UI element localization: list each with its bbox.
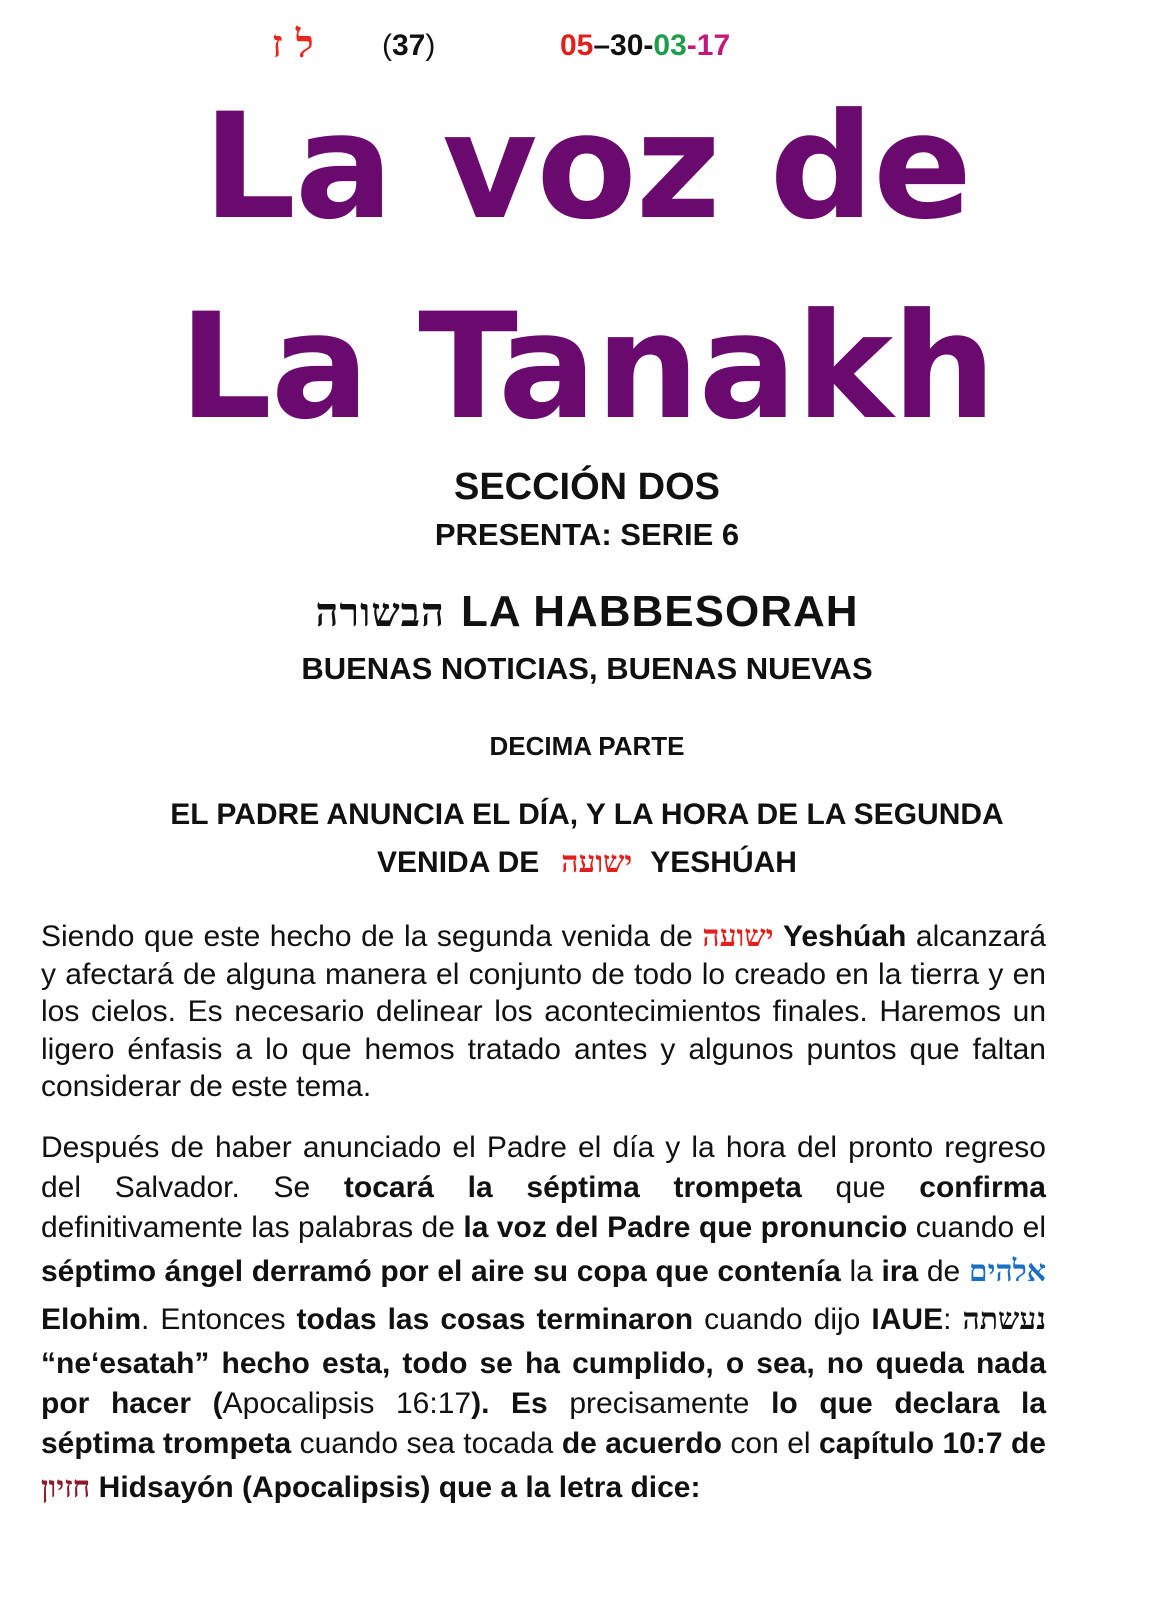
p2-s6: de [918,1255,969,1288]
part-heading: DECIMA PARTE [489,731,685,761]
series-heading: PRESENTA: SERIE 6 [434,517,740,552]
p2-b4: séptimo ángel derramó por el aire su copa que contenía [41,1255,841,1288]
p2-s7: . Entonces [141,1303,297,1336]
page-number [382,28,435,64]
p2-hebrew-elohim: אלהים [968,1254,1046,1289]
p2-s8: cuando dijo [693,1303,872,1336]
subtitle-line-1: EL PADRE ANUNCIA EL DÍA, Y LA HORA DE LA SEGUNDA [170,798,1004,831]
date [560,28,730,64]
section-heading: SECCIÓN DOS [453,466,721,508]
habbesorah-heading [0,586,1174,639]
p2-b14: Hidsayón (Apocalipsis) que a la letra dice: [90,1471,701,1504]
date-part-3: 03 [653,29,687,62]
paragraph-2 [41,1128,1046,1512]
title-line-1: La voz de [202,82,972,252]
p2-hebrew-hidsayon: חזיון [41,1470,91,1505]
date-part-4: -17 [686,29,731,62]
hebrew-page-number: ל ז [272,21,314,66]
subtitle-pre: VENIDA DE [377,846,540,879]
p2-b1: tocará la séptima trompeta [343,1171,802,1204]
p1-text-c: alcanzará y afectará de alguna manera el conjunto de todo lo creado en la tierra y en los cielos. Es necesario delinear los acontecimientos finales. Haremos un ligero énfasis a lo que hemos tratado antes y algunos puntos que faltan considerar de este tema. [41,920,1046,1103]
p2-b6: Elohim [41,1303,142,1336]
p2-s13: con el [721,1427,820,1460]
p2-b7: todas las cosas terminaron [296,1303,694,1336]
paragraph-1 [41,918,1046,1106]
p2-b12: de acuerdo [561,1427,722,1460]
page-number-open: ( [382,29,392,62]
p2-s11: precisamente [547,1387,772,1420]
subtitle-post: YESHÚAH [650,846,797,879]
date-part-2: –30- [593,29,654,62]
p2-s9: : [943,1303,963,1336]
p2-s10: Apocalipsis 16:17 [222,1387,472,1420]
p2-b5: ira [881,1255,919,1288]
p2-b2: confirma [919,1171,1046,1204]
p2-b11: lo que declara la séptima trompeta [41,1387,1047,1460]
p2-b8: IAUE [871,1303,944,1336]
p2-b13: capítulo 10:7 de [819,1427,1046,1460]
title-line-2: La Tanakh [178,282,996,452]
p2-s4: cuando el [907,1211,1046,1244]
p2-s5: la [840,1255,882,1288]
habbesorah-latin: LA HABBESORAH [460,587,859,636]
p2-s1: Después de haber anunciado el Padre el día y la hora del pronto regreso del Salvador. Se [41,1131,1046,1204]
p2-hebrew-neesatah: נעשתה [962,1302,1047,1337]
page-number-value: 37 [392,29,426,62]
p2-b3: la voz del Padre que pronuncio [463,1211,908,1244]
p1-text-a: Siendo que este hecho de la segunda venida de [41,920,703,953]
p2-s12: cuando sea tocada [291,1427,562,1460]
subtitle-hebrew: ישועה [561,845,633,880]
subtitle-line-2 [0,845,1174,881]
p2-s2: que [801,1171,920,1204]
p2-b10: ). Es [471,1387,548,1420]
habbesorah-hebrew: הבשורה [315,589,445,636]
p2-b9: “neʻesatah” hecho esta, todo se ha cumplido, o sea, no queda nada por hacer ( [41,1347,1046,1420]
buenas-heading: BUENAS NOTICIAS, BUENAS NUEVAS [301,651,873,686]
p1-bold-yeshuah: Yeshúah [773,920,907,953]
page-number-close: ) [425,29,436,62]
page-header [0,22,1174,72]
p2-s3: definitivamente las palabras de [41,1211,464,1244]
p1-hebrew-yeshuah: ישועה [702,919,774,954]
date-part-1: 05 [560,29,594,62]
